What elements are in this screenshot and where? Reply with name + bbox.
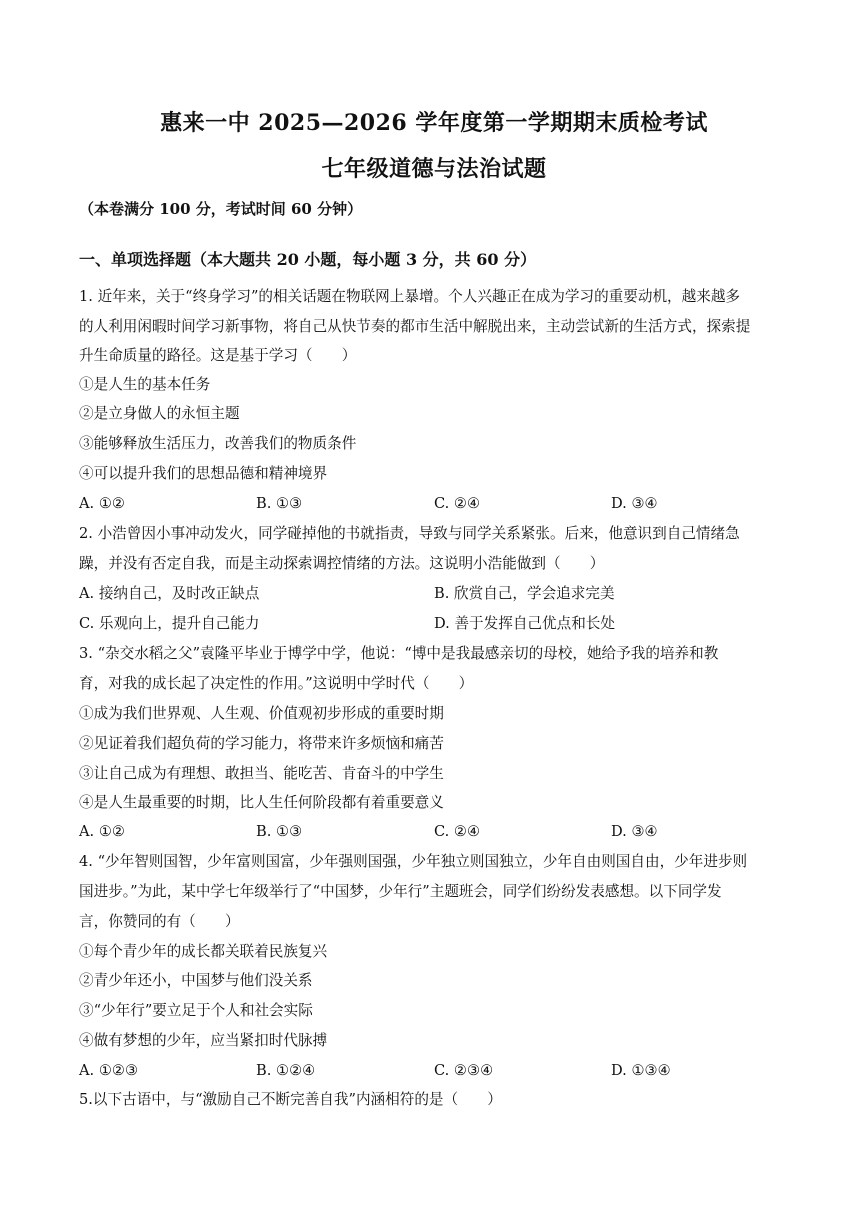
q4-item: ②青少年还小，中国梦与他们没关系 [79,972,313,989]
q1-stem-line2: 的人利用闲暇时间学习新事物，将自己从快节奏的都市生活中解脱出来，主动尝试新的生活方式，探索提 [79,318,751,335]
q3-option-a: A. ①② [79,823,125,840]
q4-item: ①每个青少年的成长都关联着民族复兴 [79,943,328,960]
section-heading: 一、单项选择题（本大题共 20 小题，每小题 3 分，共 60 分） [79,250,537,269]
q4-item: ④做有梦想的少年，应当紧扣时代脉搏 [79,1032,328,1049]
q4-option-b: B. ①②④ [256,1062,316,1079]
exam-subtitle: 七年级道德与法治试题 [321,156,547,182]
q3-item: ②见证着我们超负荷的学习能力，将带来许多烦恼和痛苦 [79,735,444,752]
q2-option-c: C. 乐观向上，提升自己能力 [79,615,260,632]
q1-item: ①是人生的基本任务 [79,376,211,393]
q4-stem-line3: 言，你赞同的有（ ） [79,913,240,930]
q3-item: ③让自己成为有理想、敢担当、能吃苦、肯奋斗的中学生 [79,765,444,782]
q2-option-a: A. 接纳自己，及时改正缺点 [79,585,260,602]
q3-option-d: D. ③④ [611,823,658,840]
exam-note: （本卷满分 100 分，考试时间 60 分钟） [79,200,363,218]
q1-option-b: B. ①③ [256,495,303,512]
q1-option-a: A. ①② [79,495,125,512]
q2-option-d: D. 善于发挥自己优点和长处 [434,615,615,632]
q5-stem-line1: 5.以下古语中，与“激励自己不断完善自我”内涵相符的是（ ） [79,1091,502,1108]
q3-stem-line1: 3. “杂交水稻之父”袁隆平毕业于博学中学，他说：“博中是我最感亲切的母校，她给予我的培养和教 [79,645,719,662]
exam-title: 惠来一中 2025—2026 学年度第一学期期末质检考试 [160,110,708,136]
q4-option-c: C. ②③④ [434,1062,494,1079]
q1-stem-line3: 升生命质量的路径。这是基于学习（ ） [79,347,357,364]
q1-item: ④可以提升我们的思想品德和精神境界 [79,465,328,482]
q4-stem-line1: 4. “少年智则国智，少年富则国富，少年强则国强，少年独立则国独立，少年自由则国自由，少年进步则 [79,853,748,870]
q4-stem-line2: 国进步。”为此，某中学七年级举行了“中国梦，少年行”主题班会，同学们纷纷发表感想。以下同学发 [79,883,722,900]
q1-item: ③能够释放生活压力，改善我们的物质条件 [79,435,357,452]
q4-option-a: A. ①②③ [79,1062,139,1079]
q3-item: ④是人生最重要的时期，比人生任何阶段都有着重要意义 [79,794,444,811]
q1-item: ②是立身做人的永恒主题 [79,405,240,422]
q3-stem-line2: 育，对我的成长起了决定性的作用。”这说明中学时代（ ） [79,675,474,692]
q2-stem-line1: 2. 小浩曾因小事冲动发火，同学碰掉他的书就指责，导致与同学关系紧张。后来，他意识到自己情绪急 [79,525,740,542]
q4-option-d: D. ①③④ [611,1062,671,1079]
q3-item: ①成为我们世界观、人生观、价值观初步形成的重要时期 [79,705,444,722]
q1-option-c: C. ②④ [434,495,481,512]
q2-option-b: B. 欣赏自己，学会追求完美 [434,585,615,602]
q4-item: ③“少年行”要立足于个人和社会实际 [79,1002,313,1019]
q1-option-d: D. ③④ [611,495,658,512]
q2-stem-line2: 躁，并没有否定自我，而是主动探索调控情绪的方法。这说明小浩能做到（ ） [79,555,605,572]
q1-stem-line1: 1. 近年来，关于“终身学习”的相关话题在物联网上暴增。个人兴趣正在成为学习的重要动机，越来越多 [79,288,741,305]
q3-option-c: C. ②④ [434,823,481,840]
q3-option-b: B. ①③ [256,823,303,840]
